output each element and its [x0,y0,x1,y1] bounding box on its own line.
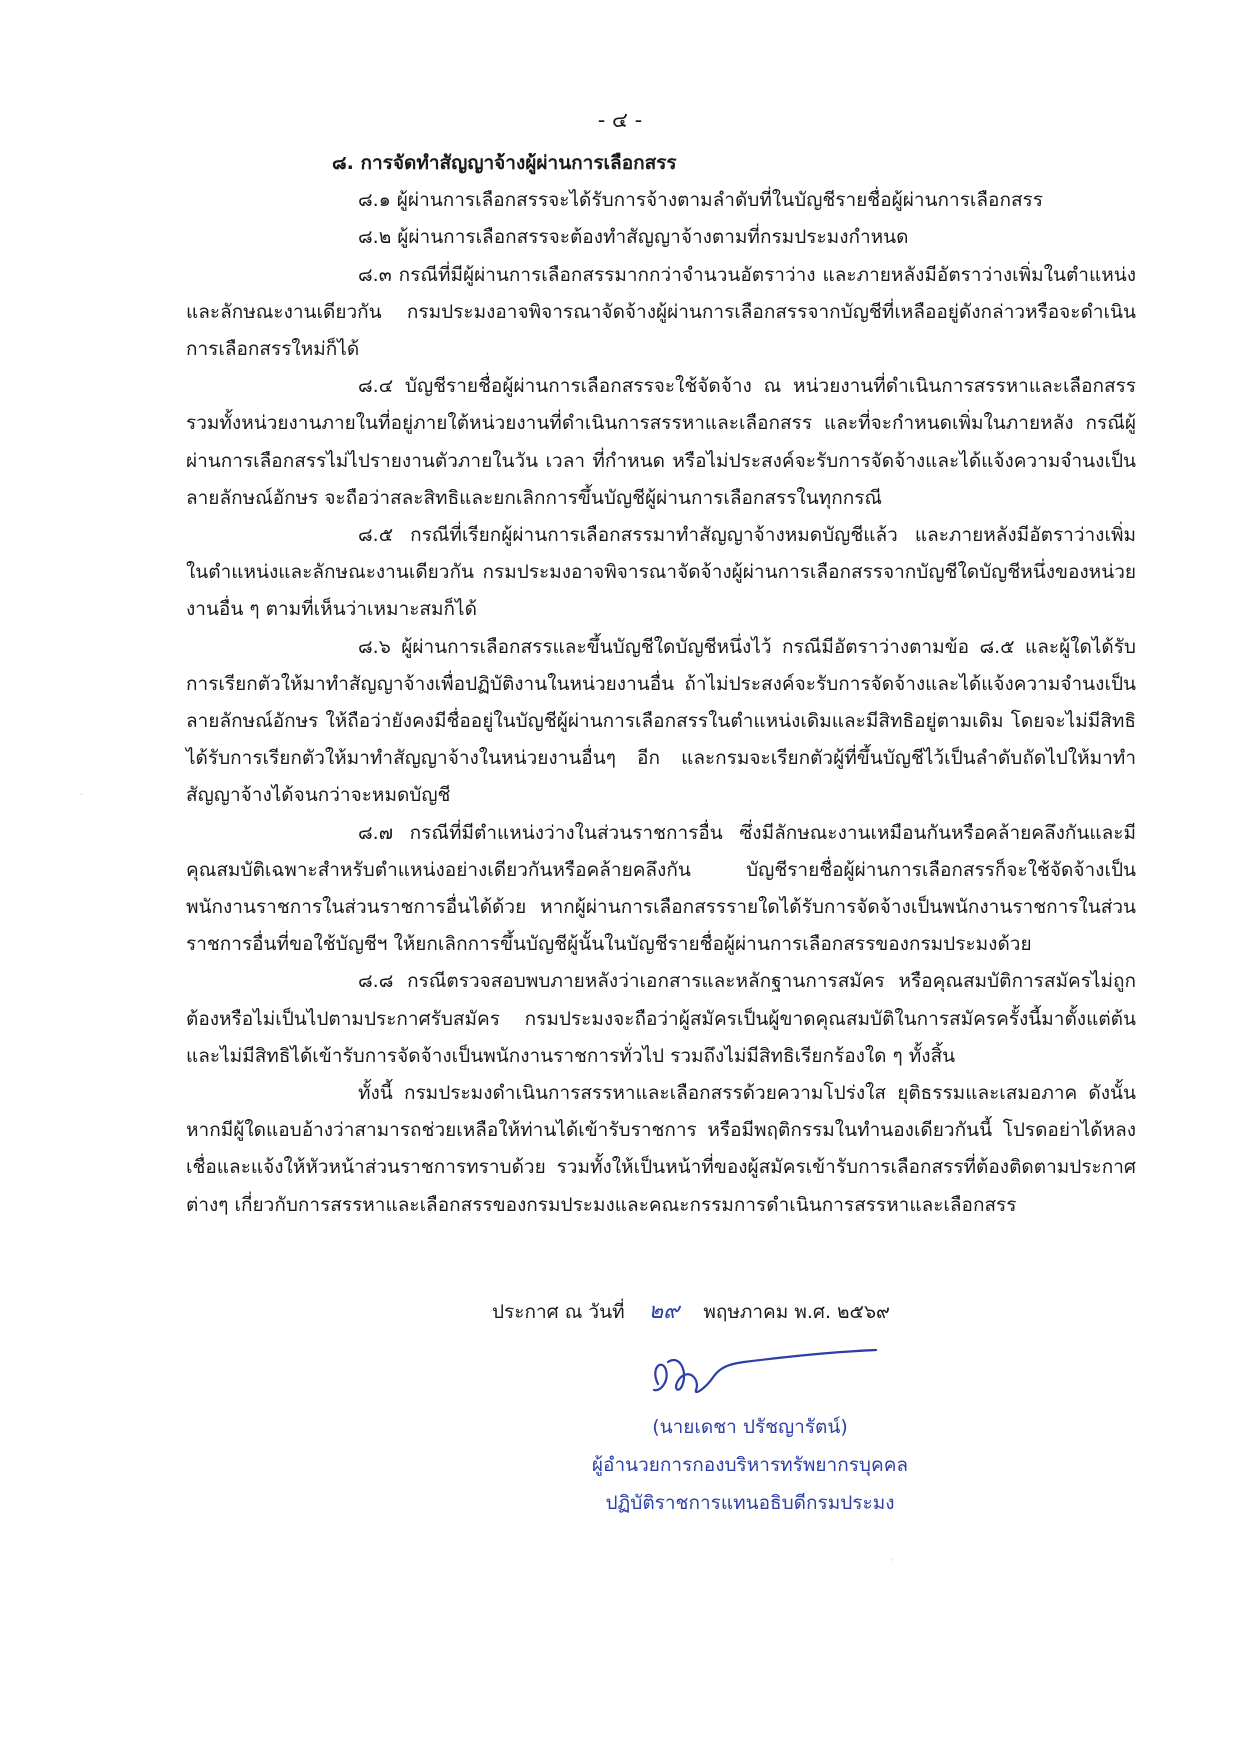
clause-8-1: ๘.๑ ผู้ผ่านการเลือกสรรจะได้รับการจ้างตามลำดับที่ในบัญชีรายชื่อผู้ผ่านการเลือกสรร [358,189,1043,212]
signer-acting: ปฏิบัติราชการแทนอธิบดีกรมประมง [605,1492,895,1514]
clause-8-6: ๘.๖ ผู้ผ่านการเลือกสรรและขึ้นบัญชีใดบัญชีหนึ่งไว้ กรณีมีอัตราว่างตามข้อ ๘.๕ และผู้ใดได้รับการเรียกตัวให้มาทำสัญญาจ้างเพื่อปฏิบัติงานในหน่วยงานอื่น ถ้าไม่ประสงค์จะรับการจัดจ้างและได้แจ้งความจำนงเป็นลายลักษณ์อักษร ให้ถือว่ายังคงมีชื่ออยู่ในบัญชีผู้ผ่านการเลือกสรรในตำแหน่งเดิมและมีสิทธิอยู่ตามเดิม โดยจะไม่มีสิทธิได้รับการเรียกตัวให้มาทำสัญญาจ้างในหน่วยงานอื่นๆ อีก และกรมจะเรียกตัวผู้ที่ขึ้นบัญชีไว้เป็นลำดับถัดไปให้มาทำสัญญาจ้างได้จนกว่าจะหมดบัญชี [186,635,1136,807]
clause-8-5: ๘.๕ กรณีที่เรียกผู้ผ่านการเลือกสรรมาทำสัญญาจ้างหมดบัญชีแล้ว และภายหลังมีอัตราว่างเพิ่มในตำแหน่งและลักษณะงานเดียวกัน กรมประมงอาจพิจารณาจัดจ้างผู้ผ่านการเลือกสรรจากบัญชีใดบัญชีหนึ่งของหน่วยงานอื่น ๆ ตามที่เห็นว่าเหมาะสมก็ได้ [186,524,1136,621]
handwritten-signature [636,1342,886,1412]
announcement-date-line [492,1293,890,1328]
clause-8-2: ๘.๒ ผู้ผ่านการเลือกสรรจะต้องทำสัญญาจ้างตามที่กรมประมงกำหนด [358,226,909,249]
scan-speck: · [890,1556,893,1566]
signer-block [500,1408,1000,1522]
clause-8-8: ๘.๘ กรณีตรวจสอบพบภายหลังว่าเอกสารและหลักฐานการสมัคร หรือคุณสมบัติการสมัครไม่ถูกต้องหรือไม่เป็นไปตามประกาศรับสมัคร กรมประมงจะถือว่าผู้สมัครเป็นผู้ขาดคุณสมบัติในการสมัครครั้งนี้มาตั้งแต่ต้น และไม่มีสิทธิได้เข้ารับการจัดจ้างเป็นพนักงานราชการทั่วไป รวมถึงไม่มีสิทธิเรียกร้องใด ๆ ทั้งสิ้น [186,970,1136,1067]
announcement-month-year: พฤษภาคม พ.ศ. ๒๕๖๙ [703,1301,890,1323]
page-number: - ๔ - [597,108,643,132]
announcement-prefix: ประกาศ ณ วันที่ [492,1301,625,1323]
clause-8-3: ๘.๓ กรณีที่มีผู้ผ่านการเลือกสรรมากกว่าจำนวนอัตราว่าง และภายหลังมีอัตราว่างเพิ่มในตำแหน่งและลักษณะงานเดียวกัน กรมประมงอาจพิจารณาจัดจ้างผู้ผ่านการเลือกสรรจากบัญชีที่เหลืออยู่ดังกล่าวหรือจะดำเนินการเลือกสรรใหม่ก็ได้ [186,263,1136,361]
clause-8-7: ๘.๗ กรณีที่มีตำแหน่งว่างในส่วนราชการอื่น ซึ่งมีลักษณะงานเหมือนกันหรือคล้ายคลึงกันและมีคุณสมบัติเฉพาะสำหรับตำแหน่งอย่างเดียวกันหรือคล้ายคลึงกัน บัญชีรายชื่อผู้ผ่านการเลือกสรรก็จะใช้จัดจ้างเป็นพนักงานราชการในส่วนราชการอื่นได้ด้วย หากผู้ผ่านการเลือกสรรรายใดได้รับการจัดจ้างเป็นพนักงานราชการในส่วนราชการอื่นที่ขอใช้บัญชีฯ ให้ยกเลิกการขึ้นบัญชีผู้นั้นในบัญชีรายชื่อผู้ผ่านการเลือกสรรของกรมประมงด้วย [186,821,1136,956]
scan-speck: · [80,790,83,800]
document-body [186,145,1136,1224]
clause-8-4: ๘.๔ บัญชีรายชื่อผู้ผ่านการเลือกสรรจะใช้จัดจ้าง ณ หน่วยงานที่ดำเนินการสรรหาและเลือกสรร รวมทั้งหน่วยงานภายในที่อยู่ภายใต้หน่วยงานที่ดำเนินการสรรหาและเลือกสรร และที่จะกำหนดเพิ่มในภายหลัง กรณีผู้ผ่านการเลือกสรรไม่ไปรายงานตัวภายในวัน เวลา ที่กำหนด หรือไม่ประสงค์จะรับการจัดจ้างและได้แจ้งความจำนงเป็นลายลักษณ์อักษร จะถือว่าสละสิทธิและยกเลิกการขึ้นบัญชีผู้ผ่านการเลือกสรรในทุกกรณี [186,375,1136,509]
signer-position: ผู้อำนวยการกองบริหารทรัพยากรบุคคล [591,1454,909,1476]
section-heading: ๘. การจัดทำสัญญาจ้างผู้ผ่านการเลือกสรร [332,152,677,174]
closing-paragraph: ทั้งนี้ กรมประมงดำเนินการสรรหาและเลือกสรรด้วยความโปร่งใส ยุติธรรมและเสมอภาค ดังนั้น หากมีผู้ใดแอบอ้างว่าสามารถช่วยเหลือให้ท่านได้เข้ารับราชการ หรือมีพฤติกรรมในทำนองเดียวกันนี้ โปรดอย่าได้หลงเชื่อและแจ้งให้หัวหน้าส่วนราชการทราบด้วย รวมทั้งให้เป็นหน้าที่ของผู้สมัครเข้ารับการเลือกสรรที่ต้องติดตามประกาศต่างๆ เกี่ยวกับการสรรหาและเลือกสรรของกรมประมงและคณะกรรมการดำเนินการสรรหาและเลือกสรร [186,1082,1136,1216]
handwritten-day: ๒๙ [648,1299,680,1324]
signer-name: (นายเดชา ปรัชญารัตน์) [652,1416,848,1438]
